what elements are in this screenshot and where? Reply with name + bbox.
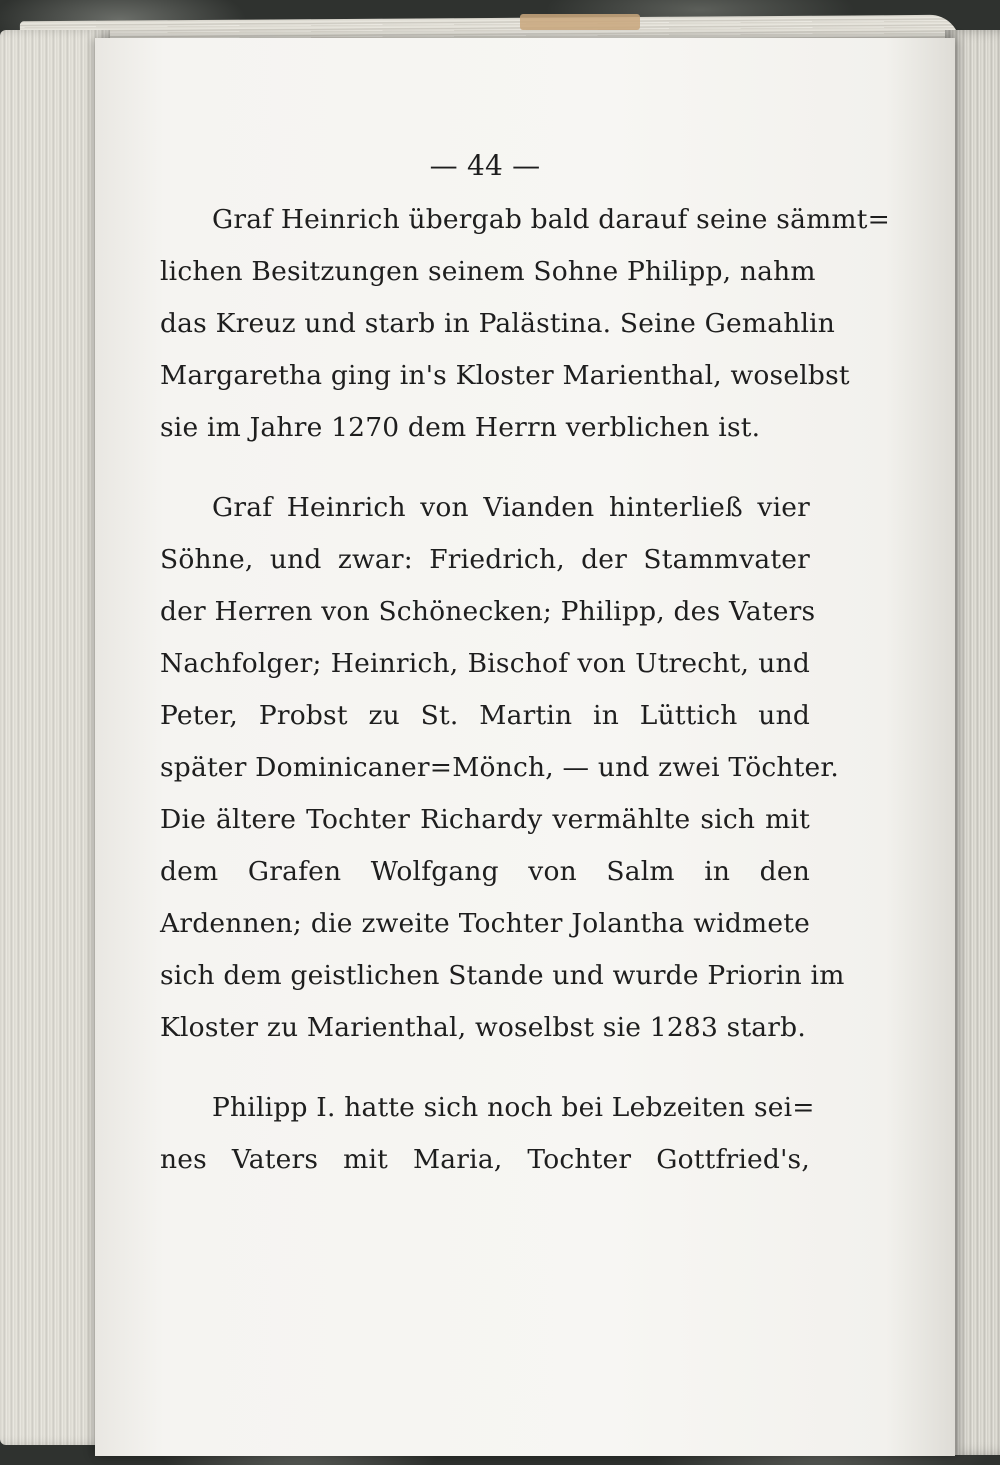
text-line: Graf Heinrich von Vianden hinterließ vier <box>212 492 810 523</box>
book-left-page-edges <box>0 30 110 1445</box>
text-line: Die ältere Tochter Richardy vermählte sich mit <box>160 804 810 835</box>
book-top-tan-edge <box>520 14 640 30</box>
text-line: Margaretha ging in's Kloster Marienthal, woselbst <box>160 360 850 391</box>
page-text <box>160 140 891 1214</box>
text-line: Graf Heinrich übergab bald darauf seine sämmt= <box>212 204 891 235</box>
text-line: Ardennen; die zweite Tochter Jolantha widmete <box>160 908 810 939</box>
text-line: Peter, Probst zu St. Martin in Lüttich und <box>160 700 810 731</box>
text-line: Söhne, und zwar: Friedrich, der Stammvater <box>160 544 810 575</box>
text-line: später Dominicaner=Mönch, — und zwei Töchter. <box>160 752 840 783</box>
text-line: lichen Besitzungen seinem Sohne Philipp, nahm <box>160 256 816 287</box>
text-line: Philipp I. hatte sich noch bei Lebzeiten sei= <box>212 1092 815 1123</box>
paragraph-2 <box>160 482 845 1054</box>
text-line: Nachfolger; Heinrich, Bischof von Utrecht, und <box>160 648 810 679</box>
text-line: sich dem geistlichen Stande und wurde Priorin im <box>160 960 845 991</box>
text-line: Kloster zu Marienthal, woselbst sie 1283 starb. <box>160 1012 806 1043</box>
text-line: nes Vaters mit Maria, Tochter Gottfried's, <box>160 1144 810 1175</box>
page-number: — 44 — <box>429 149 541 182</box>
text-line: dem Grafen Wolfgang von Salm in den <box>160 856 810 887</box>
paragraph-3 <box>160 1082 815 1186</box>
text-line: sie im Jahre 1270 dem Herrn verblichen ist. <box>160 412 761 443</box>
paragraph-1 <box>160 194 891 454</box>
text-line: der Herren von Schönecken; Philipp, des Vaters <box>160 596 816 627</box>
text-line: das Kreuz und starb in Palästina. Seine Gemahlin <box>160 308 836 339</box>
